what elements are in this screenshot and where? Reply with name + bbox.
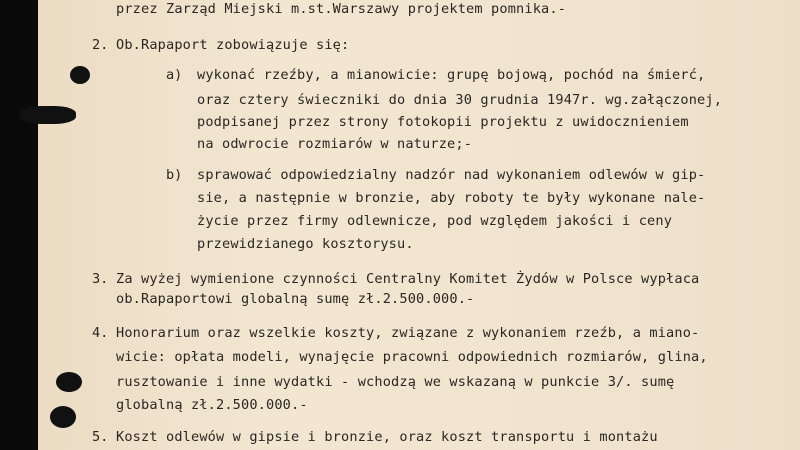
punch-hole: [56, 372, 82, 392]
text-line: wykonać rzeźby, a mianowicie: grupę bojową, pochód na śmierć,: [197, 67, 706, 83]
text-line: rusztowanie i inne wydatki - wchodzą we wskazaną w punkcie 3/. sumę: [116, 374, 675, 390]
subitem-marker: a): [166, 67, 183, 83]
punch-hole: [70, 66, 90, 84]
item-number: 5.: [92, 429, 109, 445]
text-line: sprawować odpowiedzialny nadzór nad wykonaniem odlewów w gip-: [197, 167, 706, 183]
item-number: 4.: [92, 325, 109, 341]
item-number: 3.: [92, 271, 109, 287]
text-line: globalną zł.2.500.000.-: [116, 397, 308, 413]
text-line: Koszt odlewów w gipsie i bronzie, oraz koszt transportu i montażu: [116, 429, 658, 445]
text-line: życie przez firmy odlewnicze, pod względem jakości i ceny: [197, 213, 673, 229]
text-line: na odwrocie rozmiarów w naturze;-: [197, 136, 473, 152]
text-line: podpisanej przez strony fotokopii projektu z uwidocznieniem: [197, 114, 689, 130]
text-line: sie, a następnie w bronzie, aby roboty te były wykonane nale-: [197, 190, 706, 206]
text-line: ob.Rapaportowi globalną sumę zł.2.500.000.-: [116, 291, 475, 307]
text-line: oraz cztery świeczniki do dnia 30 grudnia 1947r. wg.załączonej,: [197, 92, 723, 108]
subitem-marker: b): [166, 167, 183, 183]
item-number: 2.: [92, 37, 109, 53]
binding-mark: [20, 106, 76, 124]
punch-hole: [50, 406, 76, 428]
text-line: Honorarium oraz wszelkie koszty, związane z wykonaniem rzeźb, a miano-: [116, 325, 700, 341]
text-line: wicie: opłata modeli, wynajęcie pracowni odpowiednich rozmiarów, glina,: [116, 349, 708, 365]
text-line: Za wyżej wymienione czynności Centralny Komitet Żydów w Polsce wypłaca: [116, 271, 700, 287]
text-line: Ob.Rapaport zobowiązuje się:: [116, 37, 350, 53]
scan-dark-edge: [0, 0, 38, 450]
text-line: przewidzianego kosztorysu.: [197, 236, 414, 252]
text-line: przez Zarząd Miejski m.st.Warszawy projektem pomnika.-: [116, 1, 567, 17]
